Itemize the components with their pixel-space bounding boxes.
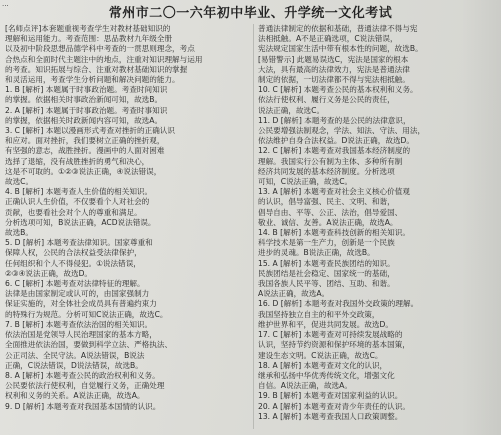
left-column-line: 有坚强的意志，战胜挫折。漫画中的人面对困难 xyxy=(5,146,165,156)
right-column-line: 11. D [解析] 本题考查的是公民的法律意识， xyxy=(258,115,411,125)
left-column-line: 公正司法、全民守法。A说法错误，B说法 xyxy=(5,350,145,360)
right-column-line: 17. C [解析] 本题考查对可持续发展战略的 xyxy=(258,330,403,340)
left-column-line: 依法治国是党领导人民治理国家的基本方略， xyxy=(5,330,157,340)
top-cropped-text: ... xyxy=(2,0,9,8)
column-divider xyxy=(253,24,254,429)
left-column-line: 保证实施的，对全体社会成员具有普遍约束力 xyxy=(5,299,157,309)
right-column-line: A说法正确，故选A。 xyxy=(258,289,330,299)
right-column-line: 继承和弘扬中华优秀传统文化，增强文化 xyxy=(258,370,395,380)
left-column-line: 5. D [解析] 本题考查法律知识。国家尊重和 xyxy=(5,238,153,248)
right-column-line: 15. A [解析] 本题考查民族团结的知识。 xyxy=(258,258,395,268)
right-column-line: 13. A [解析] 本题考查对社会主义核心价值观 xyxy=(258,187,410,197)
right-column-line: [易错警示] 此题易误选C，宪法是国家的根本 xyxy=(258,54,409,64)
right-column-line: 法相抵触。A不是正确选项，C说法错误， xyxy=(258,34,398,44)
left-column-line: 正确认识人生价值，不仅要看个人对社会的 xyxy=(5,197,150,207)
left-column-line: 选择了退缩，没有战胜挫折的勇气和决心， xyxy=(5,156,150,166)
left-column-line: 3. C [解析] 本题以漫画形式考查对挫折的正确认识 xyxy=(5,126,175,136)
left-column-line: 6. C [解析] 本题考查对法律特征的理解。 xyxy=(5,279,145,289)
right-column-line: 维护世界和平，促进共同发展。故选D。 xyxy=(258,319,393,329)
left-column-line: 权利和义务的关系。A说法正确，故选A。 xyxy=(5,391,145,401)
right-column-line: 依法行使权利、履行义务是公民的责任， xyxy=(258,95,395,105)
page-title: 常州市二〇一六年初中毕业、升学统一文化考试 xyxy=(108,6,393,21)
left-column-line: 法律是由国家制定或认可的，由国家强制力 xyxy=(5,289,150,299)
right-column-line: 我国坚持独立自主的和平外交政策， xyxy=(258,309,380,319)
left-column-line: 分析选项可知，B说法正确，ACD说法错误。 xyxy=(5,217,156,227)
right-column-line: 进步的灵魂。B说法正确，故选B。 xyxy=(258,248,375,258)
right-column-line: 13. A [解析] 本题考查我国人口政策调整。 xyxy=(258,411,403,421)
left-column-line: 9. D [解析] 本题考查对我国基本国情的认识。 xyxy=(5,401,161,411)
right-column-line: 倡导自由、平等、公正、法治，倡导爱国、 xyxy=(258,207,403,217)
left-column-line: 正确，C说法错误，D说法错误，故选B。 xyxy=(5,360,143,370)
left-column-line: ②③④说法正确，故选D。 xyxy=(5,268,93,278)
left-column-line: 4. B [解析] 本题考查人生价值的相关知识。 xyxy=(5,187,153,197)
right-column-line: 宪法规定国家生活中带有根本性的问题，故选B。 xyxy=(258,44,423,54)
left-column-line: 任何组织和个人不得侵犯。①说法错误， xyxy=(5,258,141,268)
left-column-line: 和灵活运用，考查学生分析问题和解决问题的能力。 xyxy=(5,75,180,85)
right-column-line: 制定的依据，一切法律都不得与宪法相抵触。 xyxy=(258,75,410,85)
right-column-line: 14. B [解析] 本题考查科技创新的相关知识。 xyxy=(258,228,410,238)
right-column-line: 自信。A说法正确，故选A。 xyxy=(258,381,352,391)
right-column-line: 20. A [解析] 本题考查对青少年责任的认识。 xyxy=(258,401,410,411)
right-column-line: 公民要增强法制观念，学法、知法、守法、用法， xyxy=(258,126,426,136)
left-column-line: 1. B [解析] 本题属于时事政治题。考查时间知识 xyxy=(5,85,168,95)
right-column-line: 12. C [解析] 本题考查对我国基本经济制度的 xyxy=(258,146,411,156)
left-column-line: 保障人权，公民的合法权益受法律保护， xyxy=(5,248,142,258)
right-column-line: 依法维护自身合法权益。D说法正确，故选D。 xyxy=(258,136,414,146)
left-column-line: 的考查。知识拓展与综合、注重对教材基础知识的掌握 xyxy=(5,64,188,74)
left-column-line: 以及初中阶段思想品德学科中考查的一贯思则理念，考点 xyxy=(5,44,195,54)
left-column-line: 2. A [解析] 本题属于时事政治题。考查时事知识 xyxy=(5,105,168,115)
right-column-line: 10. C [解析] 本题考查公民的基本权利和义务。 xyxy=(258,85,418,95)
left-column-line: 7. B [解析] 本题考查依法治国的相关知识。 xyxy=(5,319,153,329)
left-column-line: 的特殊行为规范。分析可知C说法正确，故选C。 xyxy=(5,309,168,319)
left-column xyxy=(5,24,250,412)
left-column-line: 的掌握，依据相关时政新闻内容可知，故选A。 xyxy=(5,115,163,125)
left-column-line: 合热点和全面时代主题注中的地点，注重对知识理解与运用 xyxy=(5,54,203,64)
right-column xyxy=(258,24,496,422)
right-column-line: 18. A [解析] 本题考查对文化的认识， xyxy=(258,360,388,370)
right-column-line: 建设生态文明。C说法正确，故选C。 xyxy=(258,350,383,360)
right-column-line: 敬业、诚信、友善。A说法正确，故选A。 xyxy=(258,217,398,227)
left-column-line: 公民要依法行使权利，自觉履行义务，正确处理 xyxy=(5,381,165,391)
left-column-line: 全面推进依法治国，要做到科学立法、严格执法、 xyxy=(5,340,173,350)
right-column-line: 可知，C说法正确，故选C。 xyxy=(258,177,353,187)
left-column-line: 理解和运用能力。考查范围：思品教材九年级全册 xyxy=(5,34,173,44)
left-column-line: 故选B。 xyxy=(5,228,33,238)
right-column-line: 16. D [解析] 本题考查对我国外交政策的理解。 xyxy=(258,299,419,309)
right-column-line: 认识，坚持节约资源和保护环境的基本国策， xyxy=(258,340,410,350)
right-column-line: 说法正确，故选C。 xyxy=(258,105,325,115)
right-column-line: 经济共同发展的基本经济制度。分析选项 xyxy=(258,166,395,176)
right-column-line: 我国各族人民平等、团结、互助、和谐。 xyxy=(258,279,395,289)
left-column-line: 这是不可取的。①②③说法正确，④说法错误， xyxy=(5,166,162,176)
right-column-line: 民族团结是社会稳定、国家统一的基础， xyxy=(258,268,395,278)
left-column-line: 8. A [解析] 本题考查公民的政治权利和义务。 xyxy=(5,370,160,380)
right-column-line: 普通法律制定的依据和基础，普通法律不得与宪 xyxy=(258,24,418,33)
right-column-line: 的认识，倡导富强、民主、文明、和谐， xyxy=(258,197,395,207)
left-column-line: 故选C。 xyxy=(5,177,34,187)
left-column-line: 的掌握。依据相关时事政治新闻可知，故选B。 xyxy=(5,95,163,105)
right-column-line: 理解。我国实行公有制为主体、多种所有制 xyxy=(258,156,403,166)
left-column-line: 和应对。面对挫折，我们要树立正确的挫折观， xyxy=(5,136,165,146)
left-column-line: [名师点评]本套题重视考查学生对教材基础知识的 xyxy=(5,24,171,33)
right-column-line: 大法，具有最高的法律效力，宪法是普通法律 xyxy=(258,64,410,74)
left-column-line: 贡献，也要看社会对个人的尊重和满足。 xyxy=(5,207,142,217)
right-column-line: 科学技术是第一生产力，创新是一个民族 xyxy=(258,238,395,248)
right-column-line: 19. B [解析] 本题考查对国家利益的认识。 xyxy=(258,391,403,401)
